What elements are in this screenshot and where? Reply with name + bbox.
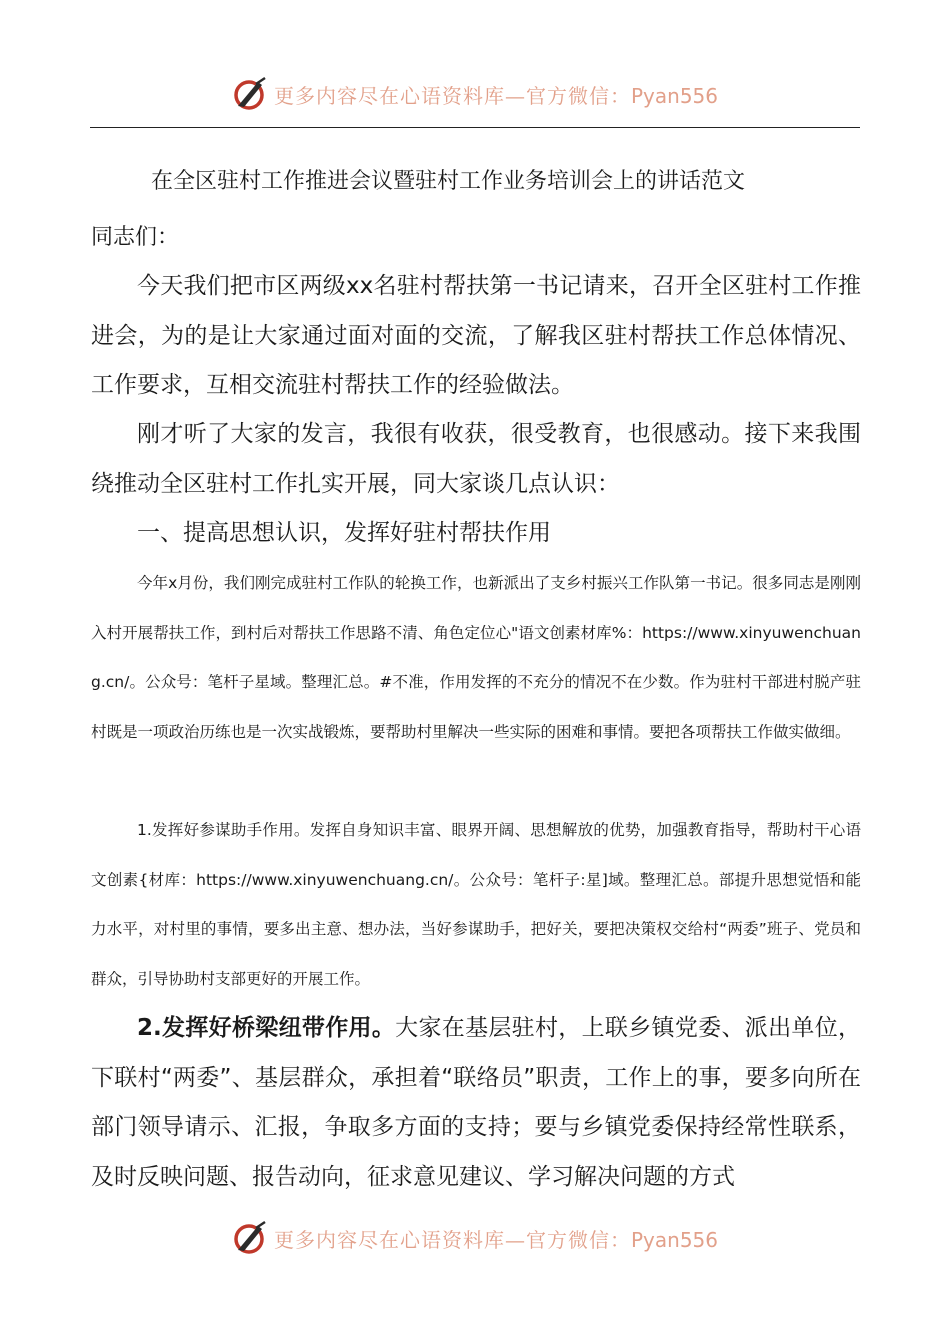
salutation: 同志们：	[91, 225, 180, 250]
section-heading-1: 一、提高思想认识，发挥好驻村帮扶作用	[137, 520, 551, 546]
banner-text: 更多内容尽在心语资料库—官方微信：Pyan556	[273, 1227, 718, 1252]
paragraph-section-1: 今年x月份，我们刚完成驻村工作队的轮换工作，也新派出了支乡村振兴工作队第一书记。很多同志是刚刚入村开展帮扶工作，到村后对帮扶工作思路不清、角色定位心"语文创素材库%：https://www.xinyuwenchuang.cn/。公众号：笔杆子星域。整理汇总。#不准，作用发挥的不充分的情况不在少数。作为驻村干部进村脱产驻村既是一项政治历练也是一次实战锻炼，要帮助村里解决一些实际的困难和事情。要把各项帮扶工作做实做细。	[91, 574, 861, 741]
banner-text: 更多内容尽在心语资料库—官方微信：Pyan556	[273, 83, 718, 108]
footer-banner	[0, 1218, 950, 1258]
wechat-id: Pyan556	[630, 1227, 718, 1252]
paragraph-point-1: 1.发挥好参谋助手作用。发挥自身知识丰富、眼界开阔、思想解放的优势，加强教育指导，帮助村干心语文创素{材库：https://www.xinyuwenchuang.cn/。公众号：笔杆子:星]域。整理汇总。部提升思想觉悟和能力水平，对村里的事情，要多出主意、想办法，当好参谋助手，把好关，要把决策权交给村“两委”班子、党员和群众，引导协助村支部更好的开展工作。	[91, 821, 861, 988]
header-divider	[90, 127, 860, 128]
header-banner	[0, 74, 950, 114]
point-2-text: 大家在基层驻村，上联乡镇党委、派出单位，下联村“两委”、基层群众，承担着“联络员”职责，工作上的事，要多向所在部门领导请示、汇报，争取多方面的支持；要与乡镇党委保持经常性联系，及时反映问题、报告动向，征求意见建议、学习解决问题的方式	[91, 1015, 861, 1190]
point-2-heading: 2.发挥好桥梁纽带作用。	[137, 1015, 396, 1041]
brush-logo-icon	[232, 1220, 268, 1256]
document-title: 在全区驻村工作推进会议暨驻村工作业务培训会上的讲话范文	[151, 169, 746, 194]
wechat-id: Pyan556	[630, 83, 718, 108]
paragraph-transition: 刚才听了大家的发言，我很有收获，很受教育，也很感动。接下来我围绕推动全区驻村工作扎实开展，同大家谈几点认识：	[91, 421, 861, 497]
paragraph-intro: 今天我们把市区两级xx名驻村帮扶第一书记请来，召开全区驻村工作推进会，为的是让大家通过面对面的交流，了解我区驻村帮扶工作总体情况、工作要求，互相交流驻村帮扶工作的经验做法。	[91, 273, 861, 398]
brush-logo-icon	[232, 76, 268, 112]
paragraph-point-2	[91, 1004, 861, 1202]
